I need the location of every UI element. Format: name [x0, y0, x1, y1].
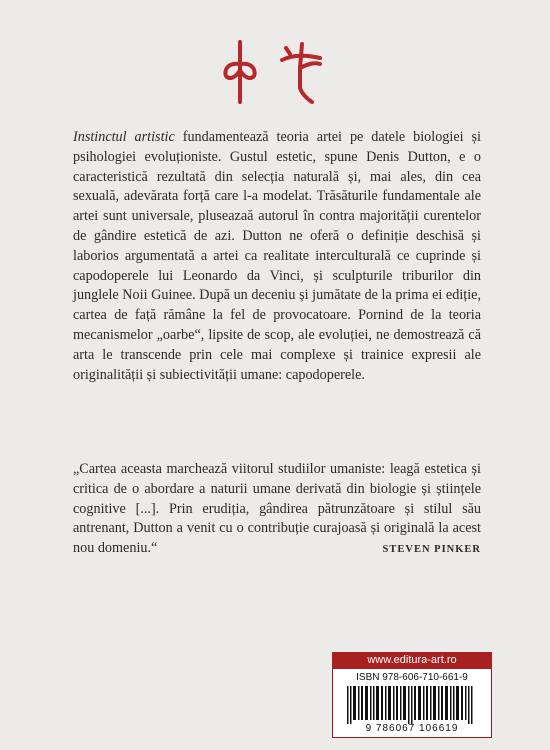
book-description	[73, 128, 481, 385]
endorsement-quote: „Cartea aceasta marchează viitorul studiilor umaniste: leagă estetica și critica de o abordare a naturii umane derivată din biologie și științele cognitive [...]. Prin erudiția, gândirea pătrunzătoare și stilul său antrenant, Dutton a venit cu o contribuție curajoasă și originală la acest nou domeniu.“	[73, 461, 481, 557]
barcode-box	[332, 652, 492, 738]
runic-glyphs-icon	[220, 38, 330, 108]
quote-author: STEVEN PINKER	[382, 544, 481, 555]
barcode-digits: 9 786067 106619	[365, 723, 459, 734]
book-description-text: fundamentează teoria artei pe datele biologiei și psihologiei evoluționiste. Gustul estetic, spune Denis Dutton, e o caracteristică rezultată din selecția naturală și, mai ales, din cea sexuală, adevărata forță care l-a modelat. Trăsăturile fundamentale ale artei sunt universale, pluseazaă autorul în contra majorității curentelor de gândire estetică de azi. Dutton ne oferă o definiție deschisă și laborios argumentată a artei ca realitate interculturală ce cuprinde și capodoperele lui Leonardo da Vinci, și sculpturile triburilor din junglele Noii Guinee. După un deceniu și jumătate de la prima ei ediție, cartea de față rămâne la fel de provocatoare. Pornind de la teoria mecanismelor „oarbe“, lipsite de scop, ale evoluției, ne demostrează că arta le transcende prin cele mai complexe și trainice expresii ale originalității și subiectivității umane: capodoperele.	[73, 129, 481, 383]
publisher-website: www.editura-art.ro	[332, 652, 492, 669]
book-title-italic: Instinctul artistic	[73, 129, 175, 145]
runic-emblem	[0, 38, 550, 108]
barcode-icon	[347, 686, 477, 724]
isbn-label: ISBN 978-606-710-661-9	[356, 672, 468, 683]
